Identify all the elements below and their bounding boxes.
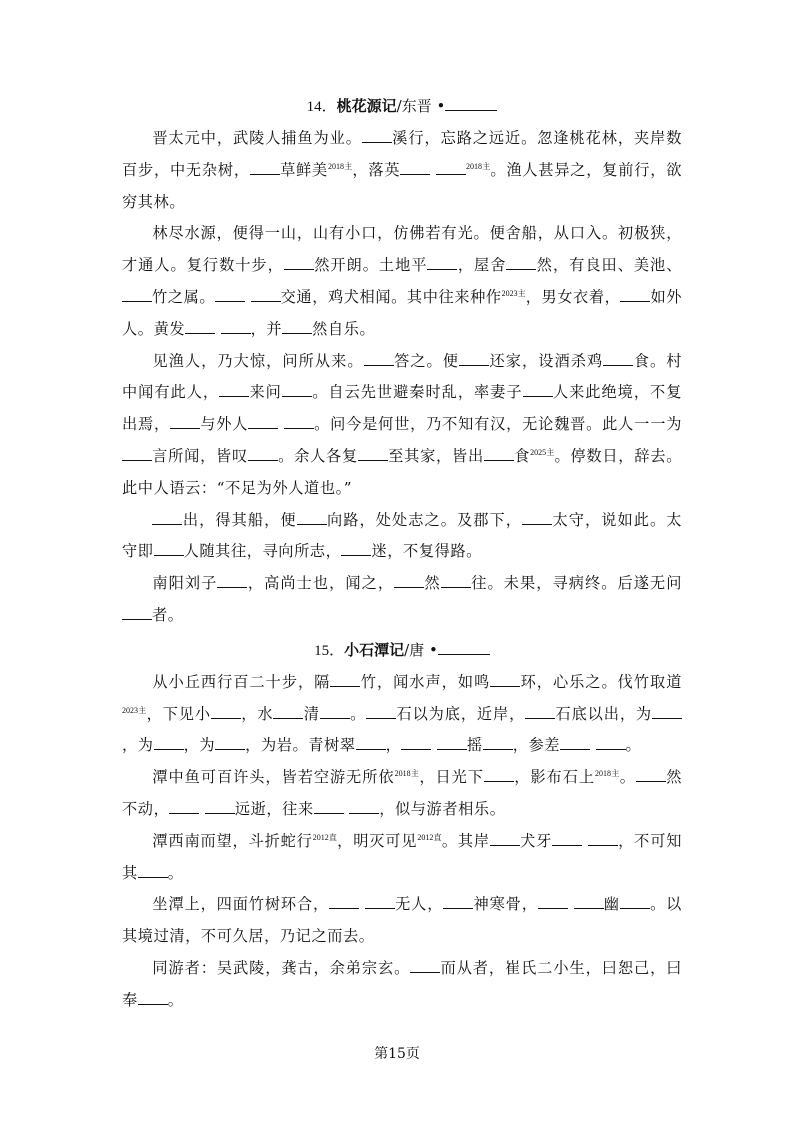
answer-blank[interactable] [356, 735, 386, 750]
exam-year-note: 2012直 [417, 832, 442, 842]
answer-blank[interactable] [185, 319, 215, 334]
answer-blank[interactable] [138, 990, 168, 1005]
answer-blank[interactable] [596, 735, 626, 750]
answer-blank[interactable] [219, 382, 249, 397]
answer-blank[interactable] [217, 573, 247, 588]
paragraph: 南阳刘子 ，高尚士也，闻之， 然 往。未果，寻病终。后遂无问者。 [122, 568, 682, 632]
answer-blank[interactable] [620, 287, 650, 302]
answer-blank[interactable] [603, 351, 633, 366]
exam-year-note: 2012直 [312, 832, 338, 842]
exam-year-note: 2018主 [328, 161, 353, 171]
exam-year-note: 2018主 [595, 769, 620, 779]
section-14-body [122, 123, 682, 632]
answer-blank[interactable] [438, 640, 490, 655]
answer-blank[interactable] [636, 767, 666, 782]
answer-blank[interactable] [588, 831, 618, 846]
answer-blank[interactable] [358, 446, 388, 461]
section-15-name: 小石潭记 [344, 640, 405, 659]
answer-blank[interactable] [152, 510, 182, 525]
answer-blank[interactable] [154, 735, 184, 750]
paragraph: 林尽水源，便得一山，山有小口，仿佛若有光。便舍船，从口入。初极狭，才通人。复行数十步， 然开朗。土地平 ，屋舍 然，有良田、美池、竹之属。 交通，鸡犬相闻。其中往来种作$^{2023主}$，男女衣着， 如外人。黄发 ，并 然自乐。 [122, 224, 683, 338]
page-content [122, 92, 682, 1017]
answer-blank[interactable] [273, 704, 303, 719]
answer-blank[interactable] [410, 958, 440, 973]
answer-blank[interactable] [523, 382, 553, 397]
paragraph: 坐潭上，四面竹树环合， 无人， 神寒骨， 幽 。以其境过清，不可久居，乃记之而去。 [122, 895, 682, 946]
page-number: 第15页 [374, 1046, 420, 1062]
answer-blank[interactable] [297, 510, 327, 525]
answer-blank[interactable] [522, 510, 552, 525]
answer-blank[interactable] [330, 672, 360, 687]
answer-blank[interactable] [251, 287, 281, 302]
answer-blank[interactable] [215, 287, 245, 302]
answer-blank[interactable] [620, 894, 650, 909]
answer-blank[interactable] [122, 446, 152, 461]
answer-blank[interactable] [364, 351, 394, 366]
answer-blank[interactable] [211, 704, 241, 719]
answer-blank[interactable] [138, 863, 168, 878]
answer-blank[interactable] [436, 160, 466, 175]
section-15-body [122, 667, 682, 1017]
answer-blank[interactable] [314, 799, 344, 814]
answer-blank[interactable] [483, 735, 513, 750]
paragraph: 出，得其船，便 向路，处处志之。及郡下， 太守，说如此。太守即 人随其往，寻向所志， 迷，不复得路。 [122, 510, 683, 561]
answer-blank[interactable] [394, 573, 424, 588]
answer-blank[interactable] [169, 799, 199, 814]
answer-blank[interactable] [154, 541, 184, 556]
answer-blank[interactable] [366, 704, 396, 719]
answer-blank[interactable] [506, 255, 536, 270]
answer-blank[interactable] [552, 831, 582, 846]
section-14-name: 桃花源记 [336, 97, 397, 115]
section-15-title [122, 636, 682, 665]
answer-blank[interactable] [284, 255, 314, 270]
answer-blank[interactable] [362, 128, 392, 143]
answer-blank[interactable] [282, 319, 312, 334]
answer-blank[interactable] [443, 894, 473, 909]
paragraph: 见渔人，乃大惊，问所从来。 答之。便 还家，设酒杀鸡 食。村中闻有此人， 来问 。自云先世避秦时乱，率妻子 人来此绝境，不复出焉， 与外人 。问今是何世，乃不知有汉，无论魏晋。此人一一为言所闻，皆叹 。余人各复 至其家，皆出 食$^{2025主}$。停数日，辞去。此中人语云：“不足为外人道也。” [122, 351, 682, 497]
answer-blank[interactable] [282, 382, 312, 397]
answer-blank[interactable] [349, 799, 379, 814]
answer-blank[interactable] [445, 96, 497, 111]
paragraph: 同游者：吴武陵，龚古，余弟宗玄。 而从者，崔氏二小生，曰恕己，曰奉 。 [122, 958, 682, 1009]
answer-blank[interactable] [221, 319, 251, 334]
answer-blank[interactable] [459, 351, 489, 366]
answer-blank[interactable] [250, 160, 280, 175]
answer-blank[interactable] [652, 704, 682, 719]
answer-blank[interactable] [400, 160, 430, 175]
answer-blank[interactable] [170, 414, 200, 429]
answer-blank[interactable] [122, 605, 152, 620]
answer-blank[interactable] [490, 672, 520, 687]
answer-blank[interactable] [437, 735, 467, 750]
answer-blank[interactable] [538, 894, 568, 909]
answer-blank[interactable] [427, 255, 457, 270]
answer-blank[interactable] [215, 735, 245, 750]
exam-year-note: 2025主 [530, 447, 555, 457]
paragraph: 从小丘西行百二十步，隔 竹，闻水声，如鸣 环，心乐之。伐竹取道$^{2023主}$，下见小 ，水 清 。 石以为底，近岸， 石底以出，为，为 ，为 ，为岩。青树翠 ， 摇 ，参差 。 [122, 672, 682, 755]
answer-blank[interactable] [122, 287, 152, 302]
answer-blank[interactable] [248, 446, 278, 461]
answer-blank[interactable] [284, 414, 314, 429]
answer-blank[interactable] [484, 767, 514, 782]
exam-year-note: 2023主 [122, 705, 147, 715]
answer-blank[interactable] [525, 704, 555, 719]
exam-year-note: 2018主 [466, 161, 491, 171]
answer-blank[interactable] [441, 573, 471, 588]
paragraph: 晋太元中，武陵人捕鱼为业。 溪行，忘路之远近。忽逢桃花林，夹岸数百步，中无杂树， 草鲜美$^{2018主}$，落英 $^{2018主}$。渔人甚异之，复前行，欲穷其林。 [122, 129, 682, 211]
exam-year-note: 2023主 [501, 288, 526, 298]
answer-blank[interactable] [401, 735, 431, 750]
answer-blank[interactable] [329, 894, 359, 909]
paragraph: 潭中鱼可百许头，皆若空游无所依$^{2018主}$，日光下 ，影布石上$^{2018主}$。 然不动， 远逝，往来 ，似与游者相乐。 [122, 768, 683, 818]
section-14-number: 14． [306, 99, 337, 115]
answer-blank[interactable] [560, 735, 590, 750]
section-15-author: /唐 • [404, 640, 438, 659]
answer-blank[interactable] [205, 799, 235, 814]
answer-blank[interactable] [574, 894, 604, 909]
answer-blank[interactable] [490, 831, 520, 846]
answer-blank[interactable] [484, 446, 514, 461]
section-15-number: 15． [314, 642, 345, 659]
section-14-title [122, 92, 682, 121]
answer-blank[interactable] [248, 414, 278, 429]
section-14-author: /东晋 • [396, 97, 446, 115]
paragraph: 潭西南而望，斗折蛇行$^{2012直}$，明灭可见$^{2012直}$。其岸 犬牙 ，不可知其 。 [122, 831, 683, 882]
answer-blank[interactable] [365, 894, 395, 909]
answer-blank[interactable] [341, 541, 371, 556]
answer-blank[interactable] [320, 704, 350, 719]
exam-year-note: 2018主 [394, 769, 420, 779]
